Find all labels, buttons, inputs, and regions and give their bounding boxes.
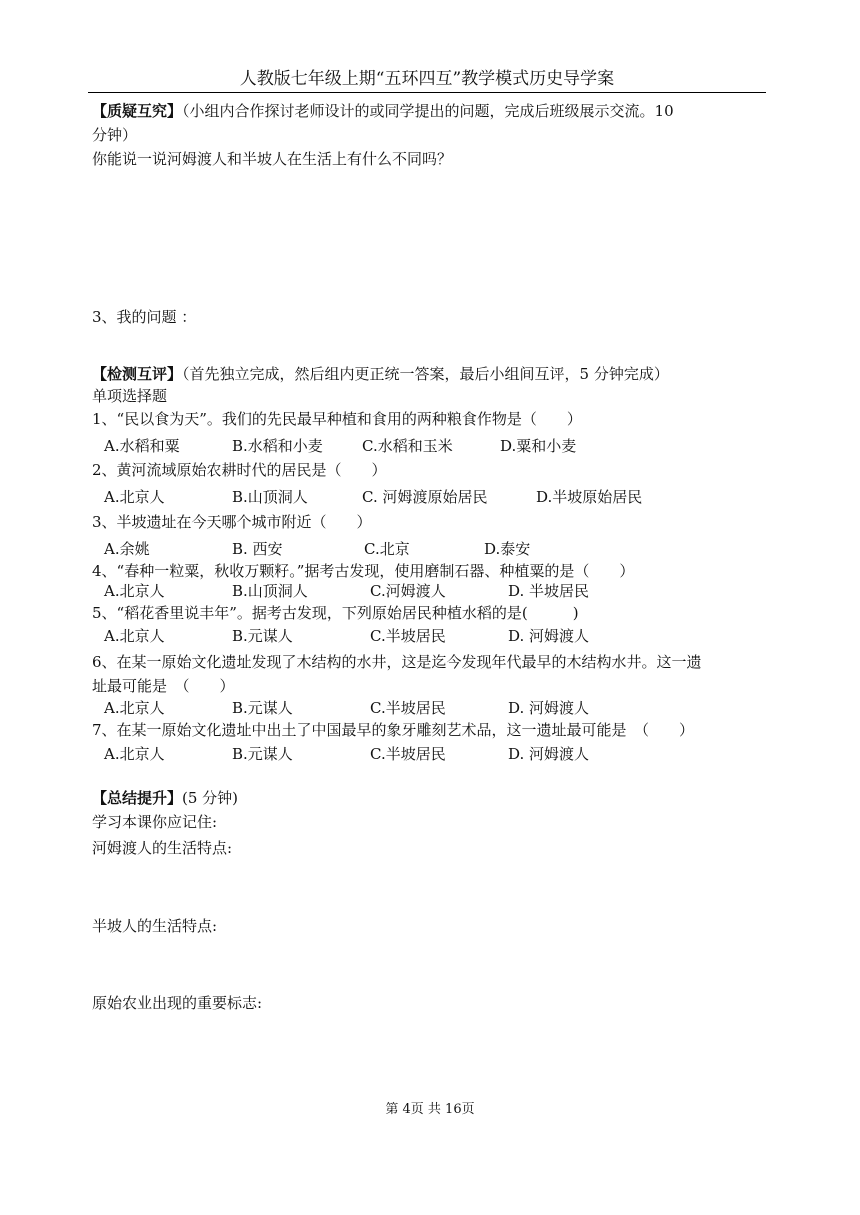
question-7-stem: 7、在某一原始文化遗址中出土了中国最早的象牙雕刻艺术品，这一遗址最可能是 （ ） <box>92 721 695 739</box>
question-3-stem: 3、半坡遗址在今天哪个城市附近（ ） <box>92 513 372 531</box>
page-number: 第 4页 共 16页 <box>385 1102 475 1117</box>
test-heading: 【检测互评】 <box>92 365 183 383</box>
question-5-stem: 5、“稻花香里说丰年”。据考古发现，下列原始居民种植水稻的是( ) <box>92 604 579 622</box>
question-6-stem-line2: 址最可能是 （ ） <box>92 677 235 695</box>
option-d: D. 河姆渡人 <box>508 745 590 763</box>
option-a: A.北京人 <box>104 627 165 645</box>
inquiry-instruction-line1: 【质疑互究】（小组内合作探讨老师设计的或同学提出的问题，完成后班级展示交流。10 <box>92 102 674 120</box>
option-b: B.山顶洞人 <box>232 582 308 600</box>
summary-remember: 学习本课你应记住: <box>92 813 218 831</box>
option-a: A.北京人 <box>104 745 165 763</box>
option-b: B.元谋人 <box>232 699 293 717</box>
summary-agriculture: 原始农业出现的重要标志: <box>92 994 263 1012</box>
option-b: B.水稻和小麦 <box>232 437 323 455</box>
option-c: C.北京 <box>364 540 410 558</box>
option-c: C.半坡居民 <box>370 699 446 717</box>
summary-heading: 【总结提升】 <box>92 789 183 807</box>
section-title: 单项选择题 <box>92 387 168 405</box>
option-d: D. 河姆渡人 <box>508 699 590 717</box>
option-d: D. 河姆渡人 <box>508 627 590 645</box>
summary-heading-line: 【总结提升】(5 分钟) <box>92 789 239 807</box>
option-a: A.余姚 <box>104 540 150 558</box>
option-c: C.半坡居民 <box>370 627 446 645</box>
summary-hemudu: 河姆渡人的生活特点: <box>92 839 233 857</box>
option-a: A.北京人 <box>104 582 165 600</box>
option-a: A.水稻和粟 <box>104 437 180 455</box>
question-4-stem: 4、“春种一粒粟，秋收万颗籽。”据考古发现，使用磨制石器、种植粟的是（ ） <box>92 562 635 580</box>
option-b: B.元谋人 <box>232 627 293 645</box>
option-a: A.北京人 <box>104 488 165 506</box>
my-question: 3、我的问题 ： <box>92 308 197 326</box>
option-b: B. 西安 <box>232 540 283 558</box>
option-d: D. 半坡居民 <box>508 582 590 600</box>
option-b: B.山顶洞人 <box>232 488 308 506</box>
option-c: C.水稻和玉米 <box>362 437 453 455</box>
inquiry-heading: 【质疑互究】 <box>92 102 183 120</box>
question-1-stem: 1、“民以食为天”。我们的先民最早种植和食用的两种粮食作物是（ ） <box>92 410 582 428</box>
option-c: C.河姆渡人 <box>370 582 446 600</box>
test-heading-line: 【检测互评】（首先独立完成，然后组内更正统一答案，最后小组间互评，5 分钟完成） <box>92 365 669 383</box>
option-d: D.粟和小麦 <box>500 437 577 455</box>
option-d: D.泰安 <box>484 540 531 558</box>
option-d: D.半坡原始居民 <box>536 488 643 506</box>
question-2-stem: 2、黄河流域原始农耕时代的居民是（ ） <box>92 461 387 479</box>
inquiry-instruction-line2: 分钟） <box>92 126 138 144</box>
question-6-stem-line1: 6、在某一原始文化遗址发现了木结构的水井，这是迄今发现年代最早的木结构水井。这一遗 <box>92 653 702 671</box>
option-b: B.元谋人 <box>232 745 293 763</box>
inquiry-question: 你能说一说河姆渡人和半坡人在生活上有什么不同吗？ <box>92 150 453 168</box>
option-c: C.半坡居民 <box>370 745 446 763</box>
option-a: A.北京人 <box>104 699 165 717</box>
summary-banpo: 半坡人的生活特点: <box>92 917 218 935</box>
page-header: 人教版七年级上期“五环四互”教学模式历史导学案 <box>88 68 766 93</box>
option-c: C. 河姆渡原始居民 <box>362 488 488 506</box>
